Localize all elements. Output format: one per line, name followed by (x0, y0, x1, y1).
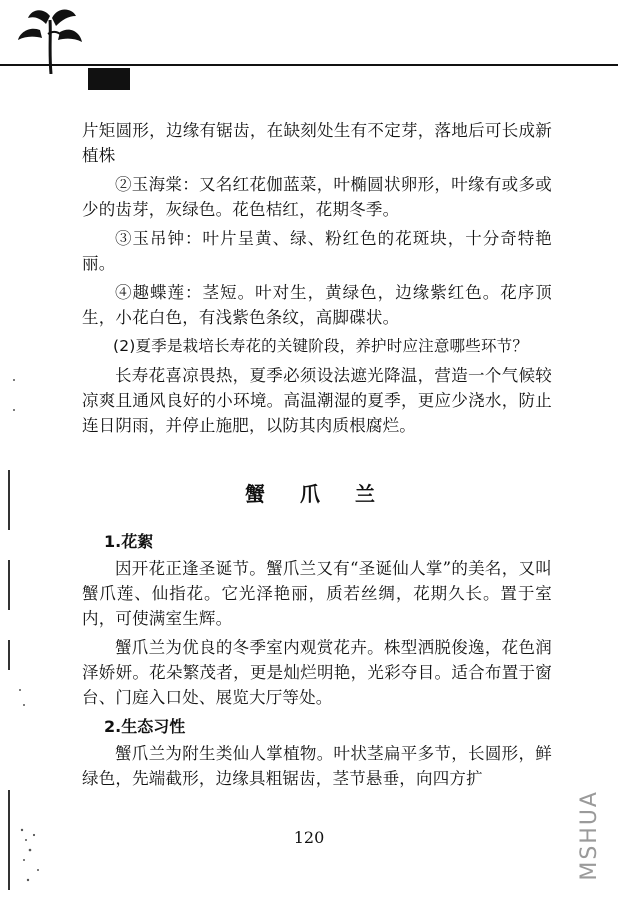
scan-margin-marks (0, 0, 60, 901)
paragraph: ④趣蝶莲：茎短。叶对生，黄绿色，边缘紫红色。花序顶生，小花白色，有浅紫色条纹，高脚碟状。 (82, 283, 552, 327)
paragraph: 片矩圆形，边缘有锯齿，在缺刻处生有不定芽，落地后可长成新植株 (82, 121, 552, 165)
paragraph: ③玉吊钟：叶片呈黄、绿、粉红色的花斑块，十分奇特艳丽。 (82, 229, 552, 273)
header-block (88, 68, 130, 90)
paragraph: 长寿花喜凉畏热，夏季必须设法遮光降温，营造一个气候较凉爽且通风良好的小环境。高温潮湿的夏季，更应少浇水，防止连日阴雨，并停止施肥，以防其肉质根腐烂。 (82, 366, 552, 435)
subheading: 1.花絮 (104, 532, 154, 551)
section-title: 蟹 爪 兰 (245, 482, 389, 506)
subheading: 2.生态习性 (104, 717, 186, 736)
paragraph: 蟹爪兰为附生类仙人掌植物。叶状茎扁平多节，长圆形，鲜绿色，先端截形，边缘具粗锯齿，茎节悬垂，向四方扩 (82, 744, 552, 788)
question-paragraph: (2)夏季是栽培长寿花的关键阶段，养护时应注意哪些环节？ (113, 337, 529, 355)
header-rule (0, 64, 618, 66)
paragraph: 因开花正逢圣诞节。蟹爪兰又有“圣诞仙人掌”的美名，又叫蟹爪莲、仙指花。它光泽艳丽，质若丝绸，花期久长。置于室内，可使满室生辉。 (82, 559, 552, 628)
page-body (82, 118, 552, 795)
page-number: 120 (293, 828, 325, 847)
watermark: MSHUA (577, 790, 602, 881)
paragraph: 蟹爪兰为优良的冬季室内观赏花卉。株型洒脱俊逸，花色润泽娇妍。花朵繁茂者，更是灿烂明艳，光彩夺目。适合布置于窗台、门庭入口处、展览大厅等处。 (82, 638, 552, 707)
paragraph: ②玉海棠：又名红花伽蓝菜，叶椭圆状卵形，叶缘有或多或少的齿芽，灰绿色。花色桔红，花期冬季。 (82, 175, 552, 219)
